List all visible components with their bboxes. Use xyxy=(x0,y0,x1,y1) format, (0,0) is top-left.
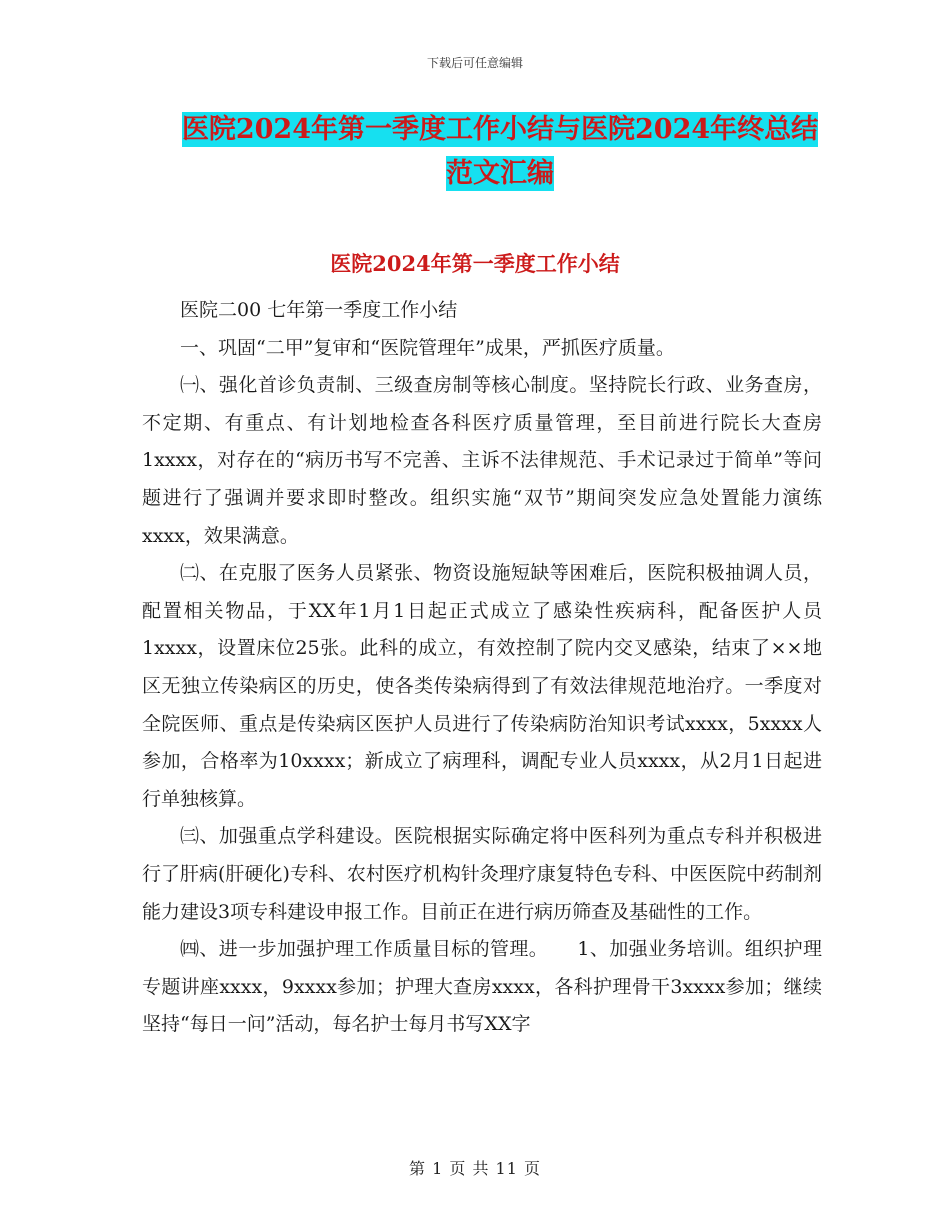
document-title-line2: 范文汇编 xyxy=(446,158,554,189)
paragraph-item-4: ㈣、进一步加强护理工作质量目标的管理。 1、加强业务培训。组织护理专题讲座xxxx，9xxxx参加；护理大查房xxxx，各科护理骨干3xxxx参加；继续坚持“每日一问”活动，每名护士每月书写XX字 xyxy=(142,938,822,1036)
header-note: 下载后可任意编辑 xyxy=(426,56,523,70)
document-title-line1: 医院2024年第一季度工作小结与医院2024年终总结 xyxy=(181,114,819,145)
paragraph-section-1: 一、巩固“二甲”复审和“医院管理年”成果，严抓医疗质量。 xyxy=(180,336,675,359)
document-body xyxy=(142,292,822,1044)
paragraph-item-1: ㈠、强化首诊负责制、三级查房制等核心制度。坚持院长行政、业务查房，不定期、有重点、有计划地检查各科医疗质量管理，至目前进行院长大查房1xxxx，对存在的“病历书写不完善、主诉不法律规范、手术记录过于简单”等问题进行了强调并要求即时整改。组织实施“双节”期间突发应急处置能力演练xxxx，效果满意。 xyxy=(142,374,822,547)
section-title: 医院2024年第一季度工作小结 xyxy=(330,251,620,276)
document-title xyxy=(140,108,860,196)
page-footer: 第 1 页 共 11 页 xyxy=(409,1159,541,1178)
paragraph-heading: 医院二00 七年第一季度工作小结 xyxy=(180,299,458,321)
paragraph-item-3: ㈢、加强重点学科建设。医院根据实际确定将中医科列为重点专科并积极进行了肝病(肝硬化)专科、农村医疗机构针灸理疗康复特色专科、中医医院中药制剂能力建设3项专科建设申报工作。目前正在进行病历筛查及基础性的工作。 xyxy=(142,825,822,923)
paragraph-item-2: ㈡、在克服了医务人员紧张、物资设施短缺等困难后，医院积极抽调人员，配置相关物品，于XX年1月1日起正式成立了感染性疾病科，配备医护人员1xxxx，设置床位25张。此科的成立，有效控制了院内交叉感染，结束了××地区无独立传染病区的历史，使各类传染病得到了有效法律规范地治疗。一季度对全院医师、重点是传染病区医护人员进行了传染病防治知识考试xxxx，5xxxx人参加，合格率为10xxxx；新成立了病理科，调配专业人员xxxx，从2月1日起进行单独核算。 xyxy=(142,562,822,810)
